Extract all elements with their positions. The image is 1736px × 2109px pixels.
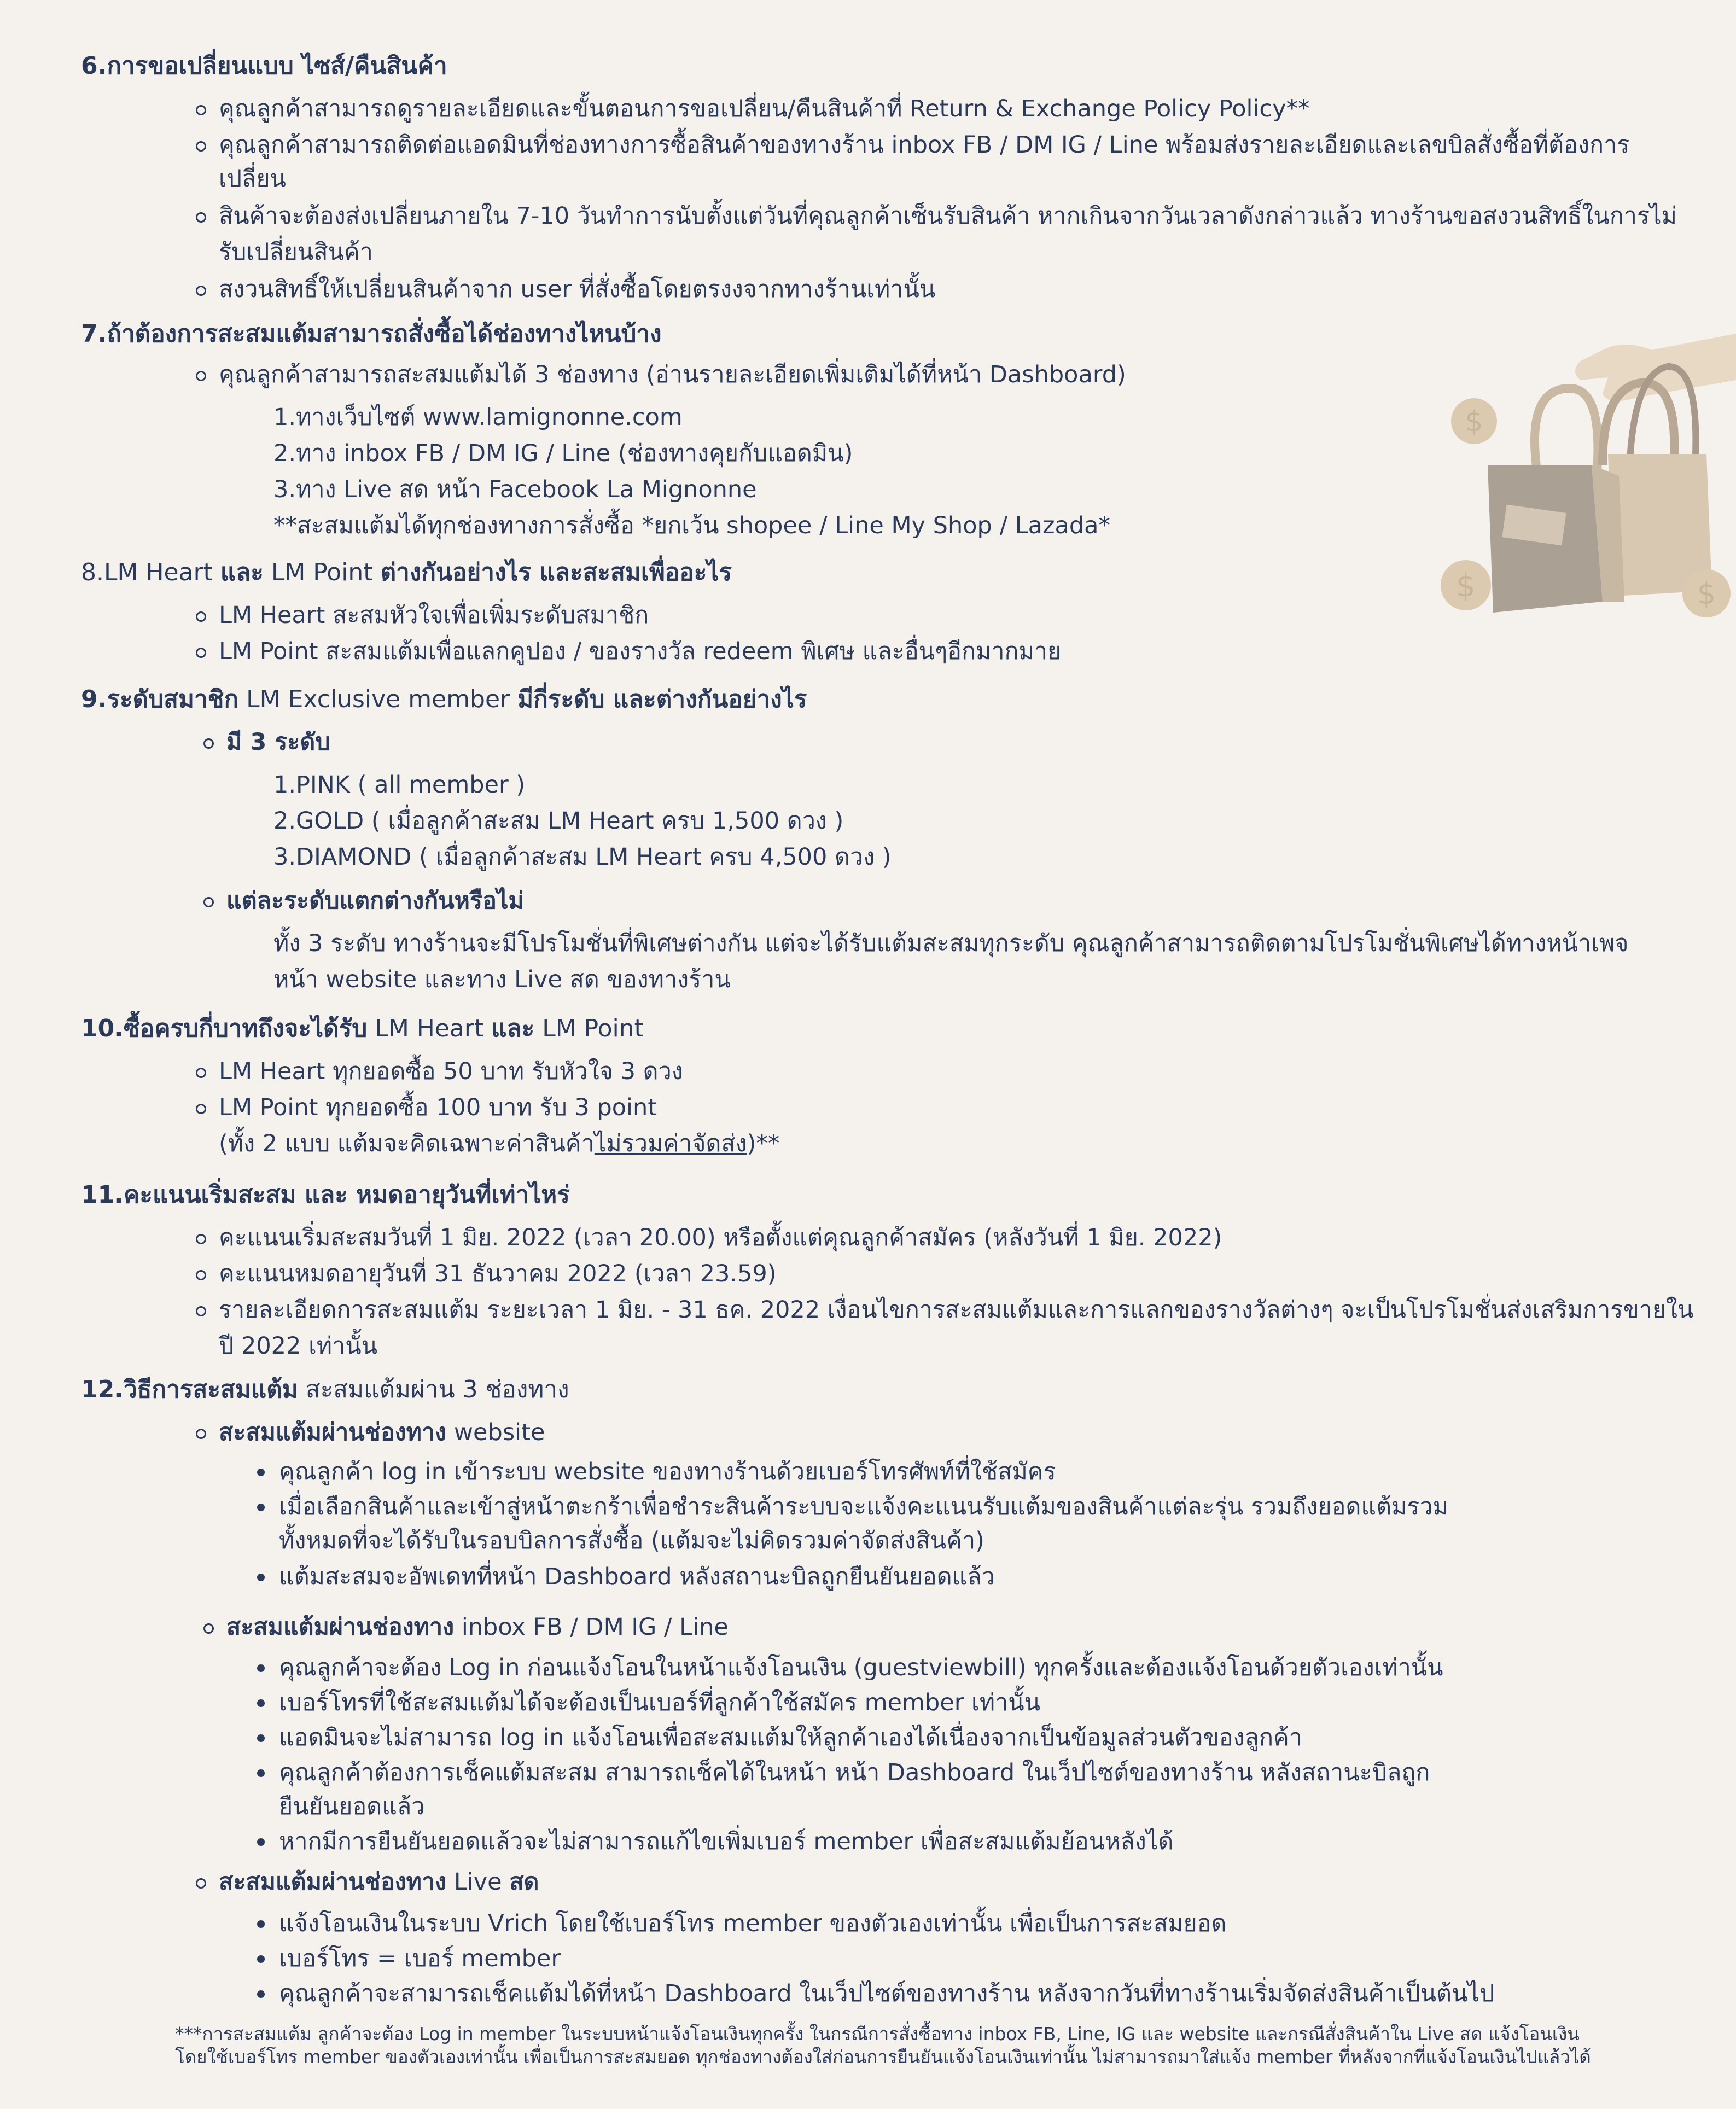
list-item: คุณลูกค้าสามารถติดต่อแอดมินที่ช่องทางการซื้อสินค้าของทางร้าน inbox FB / DM IG / Line พร้อมส่งรายละเอียดและเลขบิลสั่งซื้อที่ต้องการ (219, 127, 1629, 163)
list-item-continuation: ปี 2022 เท่านั้น (219, 1332, 378, 1360)
list-item: LM Point ทุกยอดซื้อ 100 บาท รับ 3 point (219, 1090, 657, 1126)
title-part: และ (220, 558, 264, 586)
list-item: หากมีการยืนยันยอดแล้วจะไม่สามารถแก้ไขเพิ่มเบอร์ member เพื่อสะสมแต้มย้อนหลังได้ (279, 1823, 1173, 1860)
subheading: แต่ละระดับแตกต่างกันหรือไม่ (226, 883, 524, 919)
list-item: คุณลูกค้าจะต้อง Log in ก่อนแจ้งโอนในหน้าแจ้งโอนเงิน (guestviewbill) ทุกครั้งและต้องแจ้งโอนด้วยตัวเองเท่านั้น (279, 1650, 1443, 1686)
title-part: LM Point (263, 558, 381, 586)
channel-item: 3.ทาง Live สด หน้า Facebook La Mignonne (273, 476, 757, 503)
list-item: คุณลูกค้า log in เข้าระบบ website ของทางร้านด้วยเบอร์โทรศัพท์ที่ใช้สมัคร (279, 1454, 1056, 1490)
title-part: LM Heart (367, 1015, 492, 1042)
coin-symbol: $ (1697, 576, 1716, 611)
heading-part: website (446, 1419, 545, 1446)
heading-part: สะสมแต้มผ่านช่องทาง (219, 1868, 447, 1896)
title-part: 10.ซื้อครบกี่บาทถึงจะได้รับ (81, 1015, 368, 1042)
note-line (219, 1126, 779, 1162)
heading-part: สะสมแต้มผ่านช่องทาง (219, 1419, 447, 1446)
list-item: สงวนสิทธิ์ให้เปลี่ยนสินค้าจาก user ที่สั่งซื้อโดยตรงงจากทางร้านเท่านั้น (219, 271, 935, 307)
heading-part: inbox FB / DM IG / Line (454, 1613, 729, 1641)
list-item: LM Heart สะสมหัวใจเพื่อเพิ่มระดับสมาชิก (219, 597, 649, 633)
subheading: มี 3 ระดับ (226, 724, 330, 760)
list-item: LM Point สะสมแต้มเพื่อแลกคูปอง / ของรางวัล redeem พิเศษ และอื่นๆอีกมากมาย (219, 633, 1061, 669)
title-part: 9.ระดับสมาชิก (81, 685, 239, 713)
title-part: LM Point (534, 1015, 644, 1042)
title-part: และ (491, 1015, 535, 1042)
channel-heading-website (219, 1414, 545, 1450)
level-item: 3.DIAMOND ( เมื่อลูกค้าสะสม LM Heart ครบ 4,500 ดวง ) (273, 843, 892, 871)
section-11-title: 11.คะแนนเริ่มสะสม และ หมดอายุวันที่เท่าไหร่ (81, 1181, 570, 1209)
list-item: LM Heart ทุกยอดซื้อ 50 บาท รับหัวใจ 3 ดวง (219, 1053, 683, 1090)
list-item: เบอร์โทร = เบอร์ member (279, 1941, 561, 1977)
list-item: แจ้งโอนเงินในระบบ Vrich โดยใช้เบอร์โทร member ของตัวเองเท่านั้น เพื่อเป็นการสะสมยอด (279, 1906, 1226, 1942)
title-part: LM Exclusive member (238, 685, 518, 713)
paragraph-line: ทั้ง 3 ระดับ ทางร้านจะมีโปรโมชั่นที่พิเศษต่างกัน แต่จะได้รับแต้มสะสมทุกระดับ คุณลูกค้าสามารถติดตามโปรโมชั่นพิเศษได้ทางหน้าเพจ (273, 930, 1629, 957)
list-item: สินค้าจะต้องส่งเปลี่ยนภายใน 7-10 วันทำการนับตั้งแต่วันที่คุณลูกค้าเซ็นรับสินค้า หากเกินจากวันเวลาดังกล่าวแล้ว ทางร้านขอสงวนสิทธิ์ในการไม่ (219, 198, 1677, 234)
title-part: 12.วิธีการสะสมแต้ม (81, 1376, 298, 1403)
list-item-continuation: เปลี่ยน (219, 165, 286, 193)
section-6-title: 6.การขอเปลี่ยนแบบ ไซส์/คืนสินค้า (81, 52, 447, 80)
channel-note: **สะสมแต้มได้ทุกช่องทางการสั่งซื้อ *ยกเว้น shopee / Line My Shop / Lazada* (273, 512, 1111, 539)
section-7-title: 7.ถ้าต้องการสะสมแต้มสามารถสั่งซื้อได้ช่องทางไหนบ้าง (81, 320, 662, 348)
shopping-bags-illustration-icon (1422, 328, 1736, 634)
section-10-title (81, 1011, 644, 1047)
section-8-title (81, 555, 732, 591)
title-part: สะสมแต้มผ่าน 3 ช่องทาง (298, 1376, 569, 1403)
channel-item: 2.ทาง inbox FB / DM IG / Line (ช่องทางคุยกับแอดมิน) (273, 440, 853, 467)
list-item: คุณลูกค้าสามารถสะสมแต้มได้ 3 ช่องทาง (อ่านรายละเอียดเพิ่มเติมได้ที่หน้า Dashboard) (219, 357, 1126, 393)
title-part: 8.LM Heart (81, 558, 220, 586)
level-item: 1.PINK ( all member ) (273, 771, 526, 799)
list-item: คุณลูกค้าสามารถดูรายละเอียดและขั้นตอนการขอเปลี่ยน/คืนสินค้าที่ Return & Exchange Policy Policy** (219, 91, 1310, 127)
heading-part: Live (446, 1868, 510, 1896)
channel-item: 1.ทางเว็บไซต์ www.lamignonne.com (273, 404, 683, 431)
note-text: (ทั้ง 2 แบบ แต้มจะคิดเฉพาะค่าสินค้า (219, 1130, 595, 1157)
footnote-line: ***การสะสมแต้ม ลูกค้าจะต้อง Log in member ในระบบหน้าแจ้งโอนเงินทุกครั้ง ในกรณีการสั่งซื้อทาง inbox FB, Line, IG และ website และกรณีสั่งสินค้าใน Live สด แจ้งโอนเงิน (175, 2023, 1580, 2044)
list-item: รายละเอียดการสะสมแต้ม ระยะเวลา 1 มิย. - 31 ธค. 2022 เงื่อนไขการสะสมแต้มและการแลกของรางวัลต่างๆ จะเป็นโปรโมชั่นส่งเสริมการขายใน (219, 1292, 1693, 1328)
list-item: แอดมินจะไม่สามารถ log in แจ้งโอนเพื่อสะสมแต้มให้ลูกค้าเองได้เนื่องจากเป็นข้อมูลส่วนตัวของลูกค้า (279, 1720, 1302, 1756)
level-item: 2.GOLD ( เมื่อลูกค้าสะสม LM Heart ครบ 1,500 ดวง ) (273, 807, 844, 835)
coin-symbol: $ (1465, 405, 1483, 438)
list-item-continuation: ยืนยันยอดแล้ว (279, 1793, 425, 1820)
list-item: เมื่อเลือกสินค้าและเข้าสู่หน้าตะกร้าเพื่อชำระสินค้าระบบจะแจ้งคะแนนรับแต้มของสินค้าแต่ละรุ่น รวมถึงยอดแต้มรวม (279, 1489, 1448, 1525)
list-item-continuation: ทั้งหมดที่จะได้รับในรอบบิลการสั่งซื้อ (แต้มจะไม่คิดรวมค่าจัดส่งสินค้า) (279, 1527, 984, 1554)
footnote-line: โดยใช้เบอร์โทร member ของตัวเองเท่านั้น เพื่อเป็นการสะสมยอด ทุกช่องทางต้องใส่ก่อนการยืนยันแจ้งโอนเงินเท่านั้น ไม่สามารถมาใส่แจ้ง member ที่หลังจากที่แจ้งโอนเงินไปแล้วได้ (175, 2046, 1591, 2067)
list-item: คะแนนเริ่มสะสมวันที่ 1 มิย. 2022 (เวลา 20.00) หรือตั้งแต่คุณลูกค้าสมัคร (หลังวันที่ 1 มิย. 2022) (219, 1220, 1222, 1256)
list-item: เบอร์โทรที่ใช้สะสมแต้มได้จะต้องเป็นเบอร์ที่ลูกค้าใช้สมัคร member เท่านั้น (279, 1685, 1040, 1721)
note-underlined: ไม่รวมค่าจัดส่ง (594, 1130, 747, 1157)
paragraph-line: หน้า website และทาง Live สด ของทางร้าน (273, 966, 731, 993)
list-item-continuation: รับเปลี่ยนสินค้า (219, 238, 373, 266)
list-item: คุณลูกค้าต้องการเช็คแต้มสะสม สามารถเช็คได้ในหน้า หน้า Dashboard ในเว็ปไซต์ของทางร้าน หลังสถานะบิลถูก (279, 1755, 1430, 1791)
list-item: คะแนนหมดอายุวันที่ 31 ธันวาคม 2022 (เวลา 23.59) (219, 1256, 777, 1292)
note-text: )** (747, 1130, 780, 1157)
coin-symbol: $ (1456, 568, 1476, 604)
channel-heading-live (219, 1864, 539, 1900)
section-9-title (81, 681, 807, 718)
list-item: คุณลูกค้าจะสามารถเช็คแต้มได้ที่หน้า Dashboard ในเว็ปไซต์ของทางร้าน หลังจากวันที่ทางร้านเริ่มจัดส่งสินค้าเป็นต้นไป (279, 1976, 1494, 2012)
title-part: ต่างกันอย่างไร และสะสมเพื่ออะไร (380, 558, 732, 586)
channel-heading-inbox (226, 1609, 729, 1645)
list-item: แต้มสะสมจะอัพเดทที่หน้า Dashboard หลังสถานะบิลถูกยืนยันยอดแล้ว (279, 1559, 995, 1595)
heading-part: สะสมแต้มผ่านช่องทาง (226, 1613, 455, 1641)
section-12-title (81, 1372, 569, 1408)
title-part: มีกี่ระดับ และต่างกันอย่างไร (517, 685, 807, 713)
heading-part: สด (509, 1868, 539, 1896)
